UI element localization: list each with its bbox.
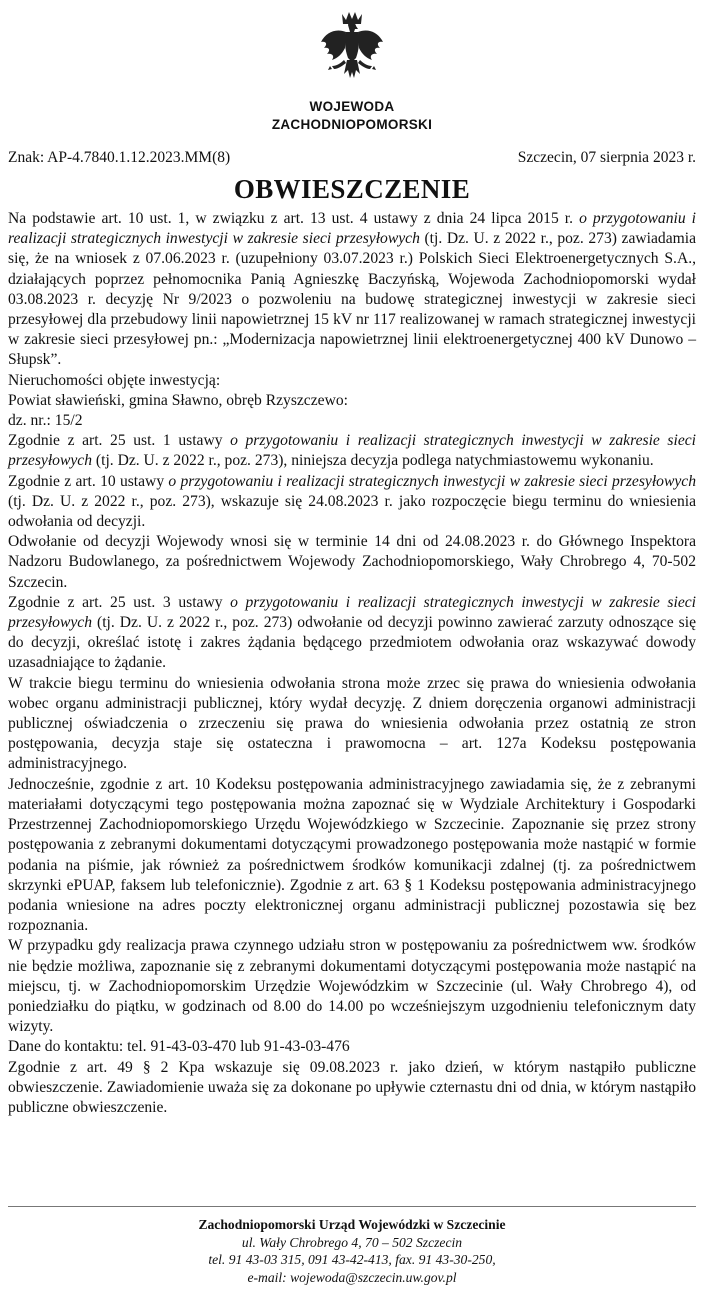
text-run: (tj. Dz. U. z 2022 r., poz. 273), niniejsza decyzja podlega natychmiastowemu wykonaniu. — [92, 452, 654, 470]
body-paragraph — [8, 209, 696, 371]
authority-line1: WOJEWODA — [309, 99, 395, 114]
reference-number: Znak: AP-4.7840.1.12.2023.MM(8) — [8, 149, 231, 166]
text-run: Odwołanie od decyzji Wojewody wnosi się w terminie 14 dni od 24.08.2023 r. do Głównego Inspektora Nadzoru Budowlanego, za pośrednictwem Wojewody Zachodniopomorskiego, Wały Chrobrego 4, 70-502 Szczecin. — [8, 533, 696, 591]
text-run: (tj. Dz. U. z 2022 r., poz. 273) zawiadamia się, że na wniosek z 07.06.2023 r. (uzupełniony 03.07.2023 r.) Polskich Sieci Elektroenergetycznych S.A., działających poprzez pełnomocnika Panią Agnieszkę Baczyńską, Wojewoda Zachodniopomorski wydał 03.08.2023 r. decyzję Nr 9/2023 o pozwoleniu na budowę strategicznej inwestycji w zakresie sieci przesyłowej dla przebudowy linii napowietrznej 15 kV nr 117 realizowanej w ramach strategicznej inwestycji w zakresie sieci przesyłowej pn.: „Modernizacja napowietrznej linii elektroenergetycznej 400 kV Dunowo – Słupsk”. — [8, 230, 696, 369]
act-title-italic: o przygotowaniu i realizacji strategicznych inwestycji w zakresie sieci przesyłowych — [8, 210, 696, 248]
place-date: Szczecin, 07 sierpnia 2023 r. — [517, 149, 696, 166]
body-paragraph — [8, 371, 696, 391]
footer-office: Zachodniopomorski Urząd Wojewódzki w Szczecinie — [198, 1217, 506, 1232]
text-run: Zgodnie z art. 49 § 2 Kpa wskazuje się 09.08.2023 r. jako dzień, w którym nastąpiło publiczne obwieszczenie. Zawiadomienie uważa się za dokonane po upływie czternastu dni od dnia, w którym nastąpiło publiczne obwieszczenie. — [8, 1058, 696, 1116]
text-run: W trakcie biegu terminu do wniesienia odwołania strona może zrzec się prawa do wniesienia odwołania wobec organu administracji publicznej, który wydał decyzję. Z dniem doręczenia organowi administracji publicznej oświadczenia o zrzeczeniu się prawa do wniesienia odwołania przez ostatnią ze stron postępowania, decyzja staje się ostateczna i prawomocna – art. 127a Kodeksu postępowania administracyjnego. — [8, 674, 696, 773]
text-run: Dane do kontaktu: tel. 91-43-03-470 lub 91-43-03-476 — [8, 1038, 350, 1056]
body-paragraph — [8, 593, 696, 674]
body-paragraph — [8, 431, 696, 471]
text-run: Zgodnie z art. 25 ust. 1 ustawy — [8, 432, 231, 450]
body-paragraph — [8, 936, 696, 1037]
footer-phones: tel. 91 43-03 315, 091 43-42-413, fax. 91 43-30-250, — [208, 1252, 496, 1267]
eagle-emblem-icon — [318, 8, 386, 90]
text-run: (tj. Dz. U. z 2022 r., poz. 273) odwołanie od decyzji powinno zawierać zarzuty odnoszące się do decyzji, określać istotę i zakres żądania będącego przedmiotem odwołania oraz wskazywać dowody uzasadniające to żądanie. — [8, 614, 696, 672]
text-run: Zgodnie z art. 10 ustawy — [8, 472, 169, 490]
body-paragraph — [8, 775, 696, 937]
act-title-italic: o przygotowaniu i realizacji strategicznych inwestycji w zakresie sieci przesyłowych — [168, 472, 697, 490]
footer-contact — [0, 1216, 704, 1286]
body-paragraph — [8, 472, 696, 533]
footer-email: e-mail: wojewoda@szczecin.uw.gov.pl — [247, 1269, 457, 1285]
notice-body — [8, 209, 696, 1118]
body-paragraph — [8, 1037, 696, 1057]
footer-divider — [8, 1206, 696, 1207]
act-title-italic: o przygotowaniu i realizacji strategicznych inwestycji w zakresie sieci przesyłowych — [8, 432, 697, 470]
body-paragraph — [8, 411, 696, 431]
body-paragraph — [8, 674, 696, 775]
text-run: Powiat sławieński, gmina Sławno, obręb Rzyszczewo: — [8, 391, 348, 409]
issuing-authority — [0, 98, 704, 134]
text-run: dz. nr.: 15/2 — [8, 412, 83, 430]
document-title: OBWIESZCZENIE — [233, 174, 471, 204]
text-run: Nieruchomości objęte inwestycją: — [8, 371, 221, 389]
text-run: Zgodnie z art. 25 ust. 3 ustawy — [8, 593, 231, 611]
act-title-italic: o przygotowaniu i realizacji strategicznych inwestycji w zakresie sieci przesyłowych — [8, 593, 697, 632]
text-run: Jednocześnie, zgodnie z art. 10 Kodeksu postępowania administracyjnego zawiadamia się, że z zebranymi materiałami dotyczącymi tego postępowania można zapoznać się w Wydziale Architektury i Gospodarki Przestrzennej Zachodniopomorskiego Urzędu Wojewódzkiego w Szczecinie. Zapoznanie się przez strony postępowania z zebranymi dokumentami dotyczącymi prowadzonego postępowania może nastąpić w formie podania na piśmie, jak również za pośrednictwem środków komunikacji zdalnej (tj. za pośrednictwem skrzynki ePUAP, faksem lub telefonicznie). Zgodnie z art. 63 § 1 Kodeksu postępowania administracyjnego podania wniesione na adres poczty elektronicznej organu administracji publicznej pozostawia się bez rozpoznania. — [8, 775, 696, 935]
text-run: (tj. Dz. U. z 2022 r., poz. 273), wskazuje się 24.08.2023 r. jako rozpoczęcie biegu terminu do wniesienia odwołania od decyzji. — [8, 492, 696, 531]
body-paragraph — [8, 532, 696, 593]
document-meta — [8, 148, 696, 168]
authority-line2: ZACHODNIOPOMORSKI — [271, 117, 433, 132]
body-paragraph — [8, 1058, 696, 1119]
footer-address: ul. Wały Chrobrego 4, 70 – 502 Szczecin — [241, 1234, 463, 1250]
body-paragraph — [8, 391, 696, 411]
text-run: W przypadku gdy realizacja prawa czynnego udziału stron w postępowaniu za pośrednictwem ww. środków nie będzie możliwa, zapoznanie się z zebranymi dokumentami dotyczącymi postępowania może nastąpić na miejscu, tj. w Zachodniopomorskim Urzędzie Wojewódzkim w Szczecinie (ul. Wały Chrobrego 4), od poniedziałku do piątku, w godzinach od 8.00 do 14.00 po wcześniejszym uzgodnieniu telefonicznym daty wizyty. — [8, 937, 696, 1036]
text-run: Na podstawie art. 10 ust. 1, w związku z art. 13 ust. 4 ustawy z dnia 24 lipca 2015 r. — [8, 210, 580, 227]
